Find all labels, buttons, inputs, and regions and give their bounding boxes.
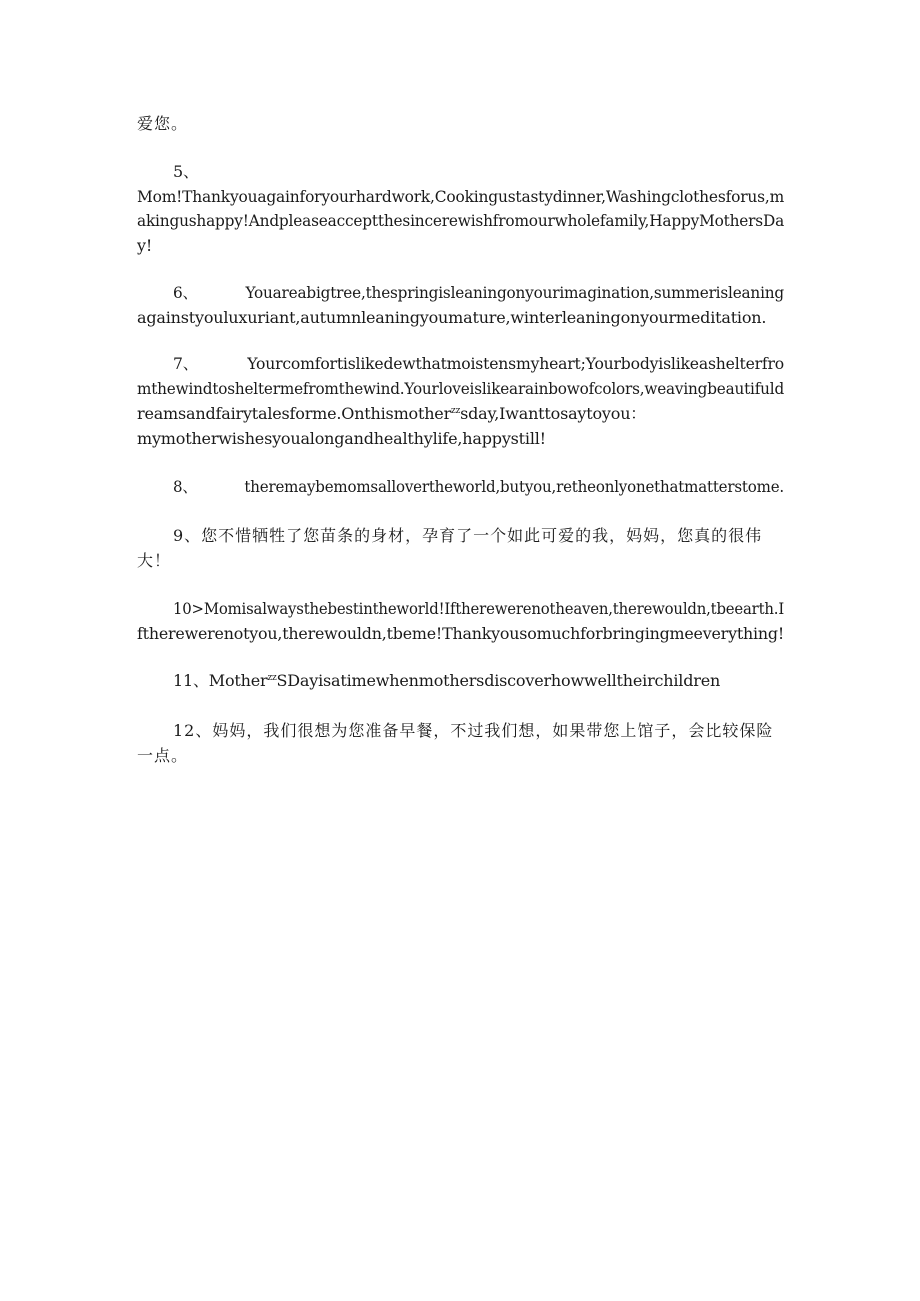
item-7-number: 7、 — [173, 354, 199, 373]
item-11-line — [173, 669, 720, 693]
item-7-line-2: mthewindtosheltermefromthewind.Yourloveislikearainbowofcolors,weavingbeautifuld — [137, 379, 785, 398]
item-11-part-a: 11、Mother — [173, 671, 268, 690]
item-11-superscript: zz — [267, 673, 277, 683]
paragraph-continuation: 爱您。 — [137, 114, 189, 133]
item-7-line-4: mymotherwishesyoualongandhealthylife,happystill! — [137, 429, 546, 448]
item-10-line-1: 10>Momisalwaysthebestintheworld!Iftherewerenotheaven,therewouldn,tbeearth.I — [173, 599, 785, 618]
item-5-line-3: y! — [137, 236, 153, 255]
item-7-first-line — [173, 352, 784, 376]
item-11-part-b: SDayisatimewhenmothersdiscoverhowwelltheirchildren — [276, 671, 721, 690]
item-9-line-1: 9、您不惜牺牲了您苗条的身材，孕育了一个如此可爱的我，妈妈，您真的很伟 — [173, 526, 763, 545]
item-5-line-1: Mom!Thankyouagainforyourhardwork,Cookingustastydinner,Washingclothesforus,m — [137, 187, 785, 206]
item-6-line-2: againstyouluxuriant,autumnleaningyoumature,winterleaningonyourmeditation. — [137, 308, 767, 327]
item-8-text: theremaybemomsallovertheworld,butyou,retheonlyonethatmatterstome. — [244, 477, 785, 496]
item-6-line-1: Youareabigtree,thespringisleaningonyourimagination,summerisleaning — [245, 283, 784, 302]
item-9-line-2: 大！ — [137, 551, 172, 570]
item-6-first-line — [173, 281, 784, 305]
item-7-superscript: zz — [451, 406, 461, 416]
item-5-number: 5、 — [173, 162, 199, 181]
item-12-line-1: 12、妈妈，我们很想为您准备早餐，不过我们想，如果带您上馆子，会比较保险 — [173, 721, 774, 740]
item-7-line-1: Yourcomfortislikedewthatmoistensmyheart;Yourbodyislikeashelterfro — [247, 354, 785, 373]
item-7-line-3-part-a: reamsandfairytalesforme.Onthismother — [137, 404, 452, 423]
item-6-number: 6、 — [173, 283, 198, 302]
item-10-line-2: ftherewerenotyou,therewouldn,tbeme!Thankyousomuchforbringingmeeverything! — [137, 624, 785, 643]
item-8-number: 8、 — [173, 477, 198, 496]
item-7-line-3 — [137, 402, 646, 426]
item-12-line-2: 一点。 — [137, 746, 189, 765]
item-5-line-2: akingushappy!Andpleaseacceptthesincerewishfromourwholefamily,HappyMothersDa — [137, 211, 785, 230]
item-8-line — [173, 475, 784, 499]
item-7-line-3-part-b: sday,Iwanttosaytoyou： — [460, 404, 647, 423]
